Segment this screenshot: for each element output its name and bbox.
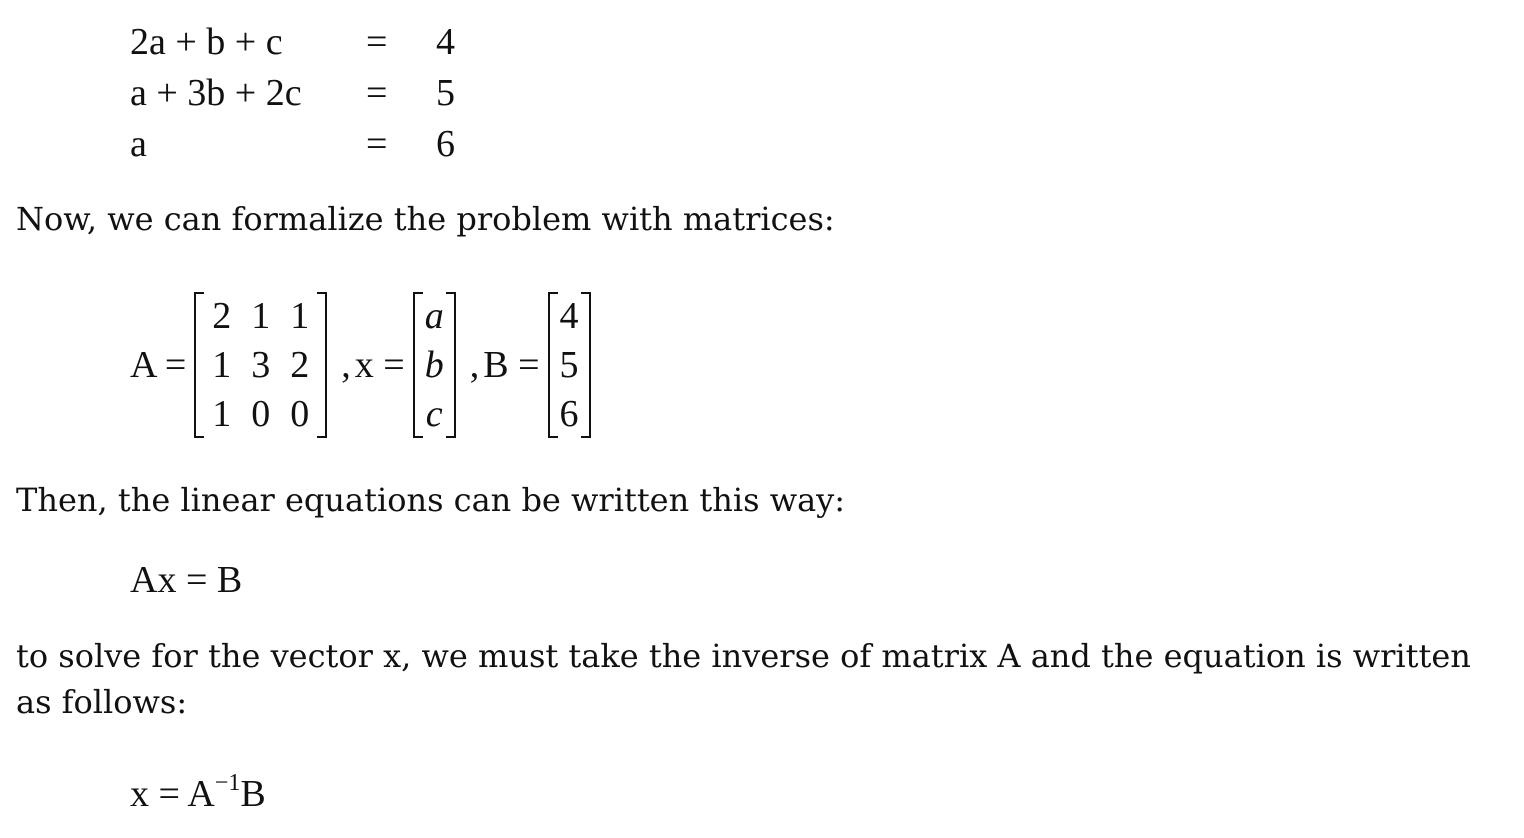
- vector-x-cell: b: [424, 343, 444, 386]
- formula-ax-equals-b: Ax = B: [130, 559, 243, 601]
- formula-inverse-rhs: B: [240, 773, 266, 815]
- matrix-a-cell: 2: [290, 343, 310, 386]
- vector-x-label: x =: [354, 344, 405, 386]
- matrix-a-cell: 1: [251, 295, 271, 338]
- matrix-definitions: [130, 290, 599, 440]
- matrix-a-cell: 0: [251, 392, 271, 435]
- formula-inverse: [130, 770, 266, 816]
- equation-lhs: a + 3b + 2c: [130, 72, 302, 114]
- equals-sign: =: [366, 72, 388, 114]
- matrix-a-cell: 0: [290, 392, 310, 435]
- vector-x-cell: c: [425, 392, 443, 435]
- matrix-a-label: A =: [130, 344, 187, 386]
- equation-lhs: 2a + b + c: [130, 21, 283, 63]
- vector-x-cell: a: [424, 295, 444, 338]
- equals-sign: =: [366, 123, 388, 165]
- matrix-a: [194, 292, 327, 438]
- vector-b-cell: 4: [559, 295, 579, 338]
- vector-b: [548, 292, 591, 438]
- equation-rhs: 6: [436, 123, 455, 165]
- separator-comma: ,: [341, 344, 351, 386]
- vector-b-cell: 5: [559, 343, 579, 386]
- matrix-a-cell: 2: [212, 295, 232, 338]
- matrix-a-cell: 1: [212, 343, 232, 386]
- equation-lhs: a: [130, 123, 147, 165]
- matrix-a-cell: 1: [290, 295, 310, 338]
- separator-comma: ,: [469, 344, 480, 386]
- formula-inverse-exponent: −1: [214, 770, 241, 796]
- vector-b-label: B =: [483, 344, 540, 386]
- equation-rhs: 5: [436, 72, 455, 114]
- equals-sign: =: [366, 21, 388, 63]
- paragraph-linear-equations: Then, the linear equations can be written this way:: [16, 481, 846, 519]
- matrix-a-cell: 1: [212, 392, 232, 435]
- paragraph-matrices-intro: Now, we can formalize the problem with matrices:: [16, 200, 835, 238]
- formula-inverse-lhs: x = A: [130, 773, 215, 815]
- vector-x: [413, 292, 456, 438]
- matrix-a-cell: 3: [251, 343, 271, 386]
- equation-rhs: 4: [436, 21, 455, 63]
- vector-b-cell: 6: [559, 392, 579, 435]
- paragraph-inverse: to solve for the vector x, we must take the inverse of matrix A and the equation is written as follows:: [16, 637, 1471, 721]
